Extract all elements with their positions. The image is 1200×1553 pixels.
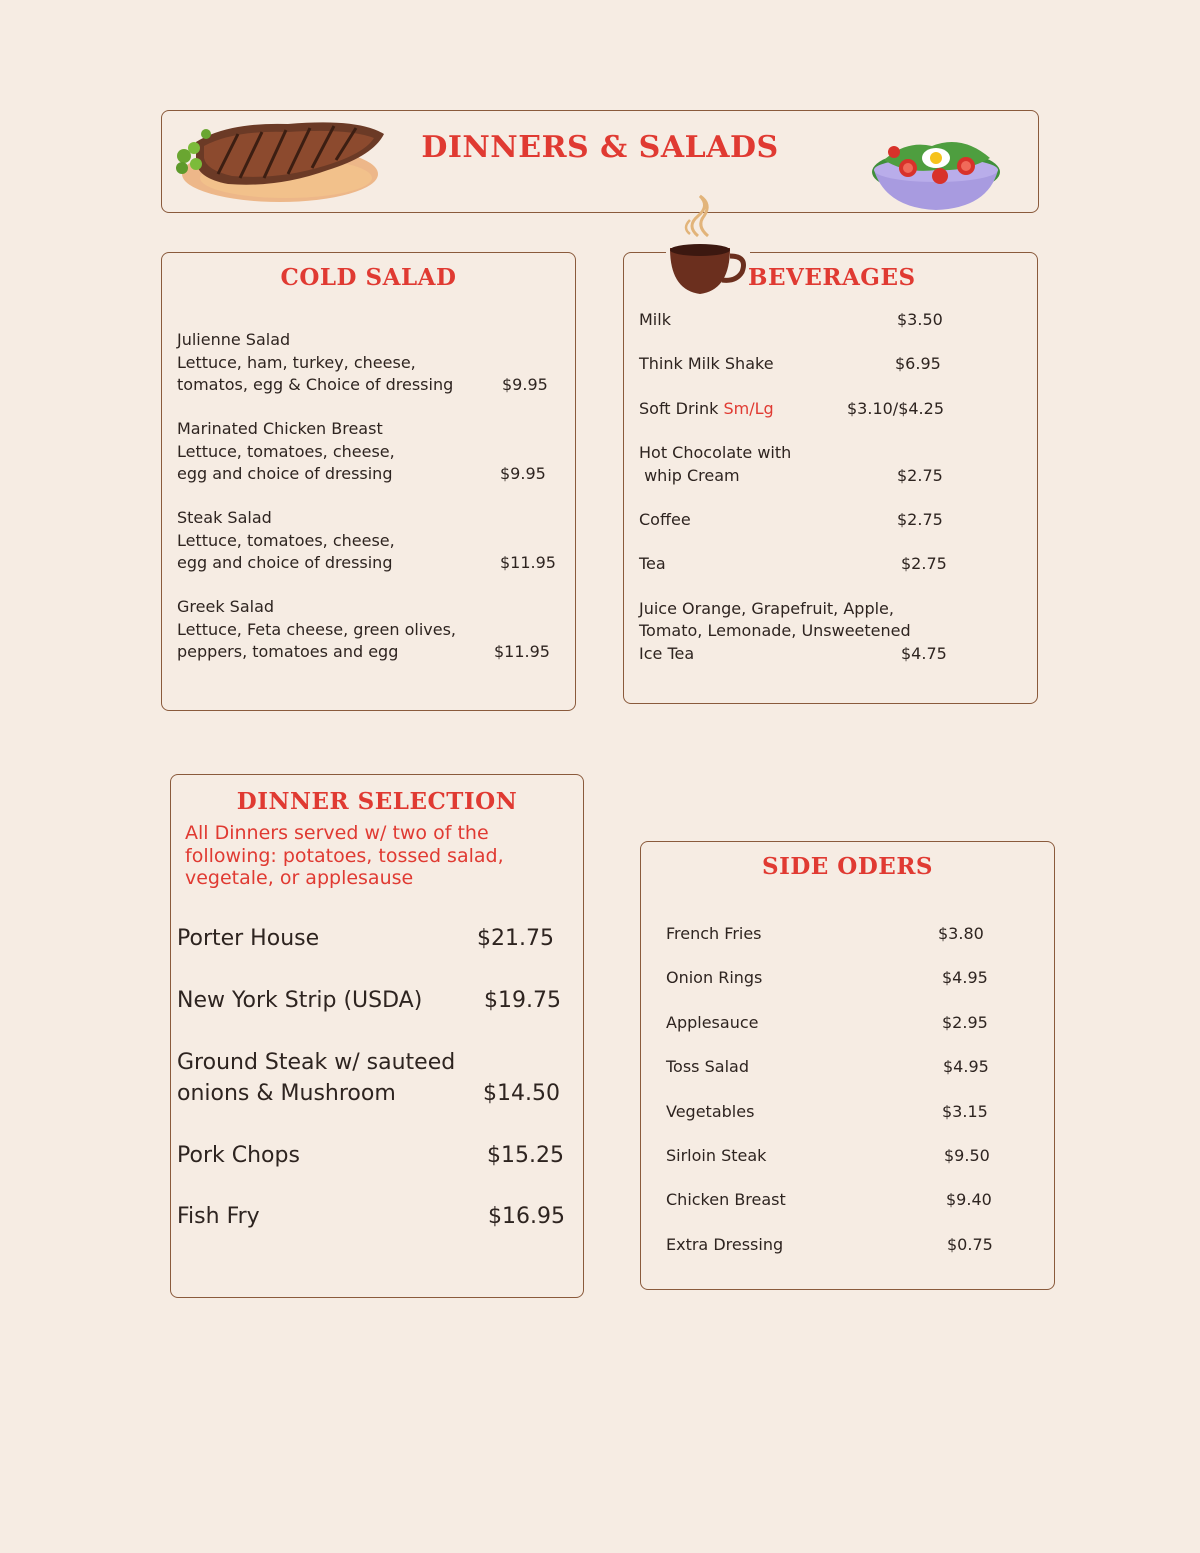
- menu-item-price: $11.95: [500, 553, 556, 572]
- menu-item-desc: peppers, tomatoes and egg: [177, 642, 399, 661]
- dinner-selection-title: DINNER SELECTION: [236, 788, 518, 815]
- menu-item-desc: Lettuce, tomatoes, cheese,: [177, 531, 395, 550]
- menu-item-desc: tomatos, egg & Choice of dressing: [177, 375, 454, 394]
- size-label: Sm/Lg: [723, 399, 774, 418]
- menu-item-price: $15.25: [487, 1143, 564, 1168]
- menu-item-name: New York Strip (USDA): [177, 988, 423, 1013]
- menu-item-name: Juice Orange, Grapefruit, Apple,: [639, 599, 894, 618]
- menu-item-name: Greek Salad: [177, 597, 275, 616]
- menu-item-name: Hot Chocolate with: [639, 443, 792, 462]
- menu-item-name: whip Cream: [639, 466, 740, 485]
- beverages-title: BEVERAGES: [748, 264, 916, 291]
- menu-item-name: Sirloin Steak: [666, 1146, 767, 1165]
- menu-item-name: Onion Rings: [666, 968, 763, 987]
- menu-item-price: $9.95: [502, 375, 548, 394]
- menu-item-price: $3.10/$4.25: [847, 399, 944, 418]
- menu-item-name: Fish Fry: [177, 1204, 260, 1229]
- menu-item-price: $16.95: [488, 1204, 565, 1229]
- menu-item-name: Ice Tea: [639, 644, 695, 663]
- menu-item-name: onions & Mushroom: [177, 1081, 396, 1106]
- menu-item-price: $3.15: [942, 1102, 988, 1121]
- menu-item-price: $9.40: [946, 1190, 992, 1209]
- menu-item-price: $2.75: [897, 510, 943, 529]
- menu-item-price: $19.75: [484, 988, 561, 1013]
- side-orders-title: SIDE ODERS: [761, 853, 934, 880]
- menu-item-name: Toss Salad: [666, 1057, 749, 1076]
- menu-item-name: Tea: [639, 554, 666, 573]
- page-title: DINNERS & SALADS: [421, 130, 779, 165]
- menu-item-name: Applesauce: [666, 1013, 759, 1032]
- menu-item-price: $6.95: [895, 354, 941, 373]
- menu-item-price: $9.50: [944, 1146, 990, 1165]
- menu-item-price: $14.50: [483, 1081, 560, 1106]
- menu-item-name: Vegetables: [666, 1102, 755, 1121]
- menu-item-name: [639, 398, 774, 421]
- dinner-note: All Dinners served w/ two of the following: potatoes, tossed salad, vegetale, or applesause: [185, 822, 504, 889]
- menu-item-price: $2.75: [897, 466, 943, 485]
- menu-item-price: $4.75: [901, 644, 947, 663]
- menu-item-name: Chicken Breast: [666, 1190, 786, 1209]
- menu-item-price: $2.95: [942, 1013, 988, 1032]
- menu-item-name: Tomato, Lemonade, Unsweetened: [639, 621, 911, 640]
- menu-item-price: $9.95: [500, 464, 546, 483]
- salad-bowl-illustration: [866, 120, 1006, 216]
- menu-item-price: $2.75: [901, 554, 947, 573]
- menu-item-name: French Fries: [666, 924, 762, 943]
- menu-item-price: $21.75: [477, 926, 554, 951]
- menu-item-name: Think Milk Shake: [639, 354, 774, 373]
- menu-item-price: $4.95: [942, 968, 988, 987]
- menu-item-name: Coffee: [639, 510, 691, 529]
- menu-item-name: Steak Salad: [177, 508, 272, 527]
- menu-item-name: Marinated Chicken Breast: [177, 419, 383, 438]
- menu-item-name: Porter House: [177, 926, 320, 951]
- menu-item-desc: Lettuce, ham, turkey, cheese,: [177, 353, 416, 372]
- menu-item-name: Ground Steak w/ sauteed: [177, 1050, 456, 1075]
- coffee-cup-illustration: [660, 190, 750, 300]
- menu-item-desc: egg and choice of dressing: [177, 553, 393, 572]
- menu-item-name: Pork Chops: [177, 1143, 300, 1168]
- cold-salad-title: COLD SALAD: [280, 264, 457, 291]
- menu-item-desc: Lettuce, Feta cheese, green olives,: [177, 620, 456, 639]
- menu-item-desc: egg and choice of dressing: [177, 464, 393, 483]
- menu-item-price: $3.80: [938, 924, 984, 943]
- menu-item-price: $4.95: [943, 1057, 989, 1076]
- menu-item-name: Milk: [639, 310, 671, 329]
- menu-item-price: $0.75: [947, 1235, 993, 1254]
- menu-item-name-text: Soft Drink: [639, 399, 724, 418]
- menu-item-price: $3.50: [897, 310, 943, 329]
- menu-item-name: Julienne Salad: [177, 330, 291, 349]
- menu-item-name: Extra Dressing: [666, 1235, 784, 1254]
- menu-item-desc: Lettuce, tomatoes, cheese,: [177, 442, 395, 461]
- menu-item-price: $11.95: [494, 642, 550, 661]
